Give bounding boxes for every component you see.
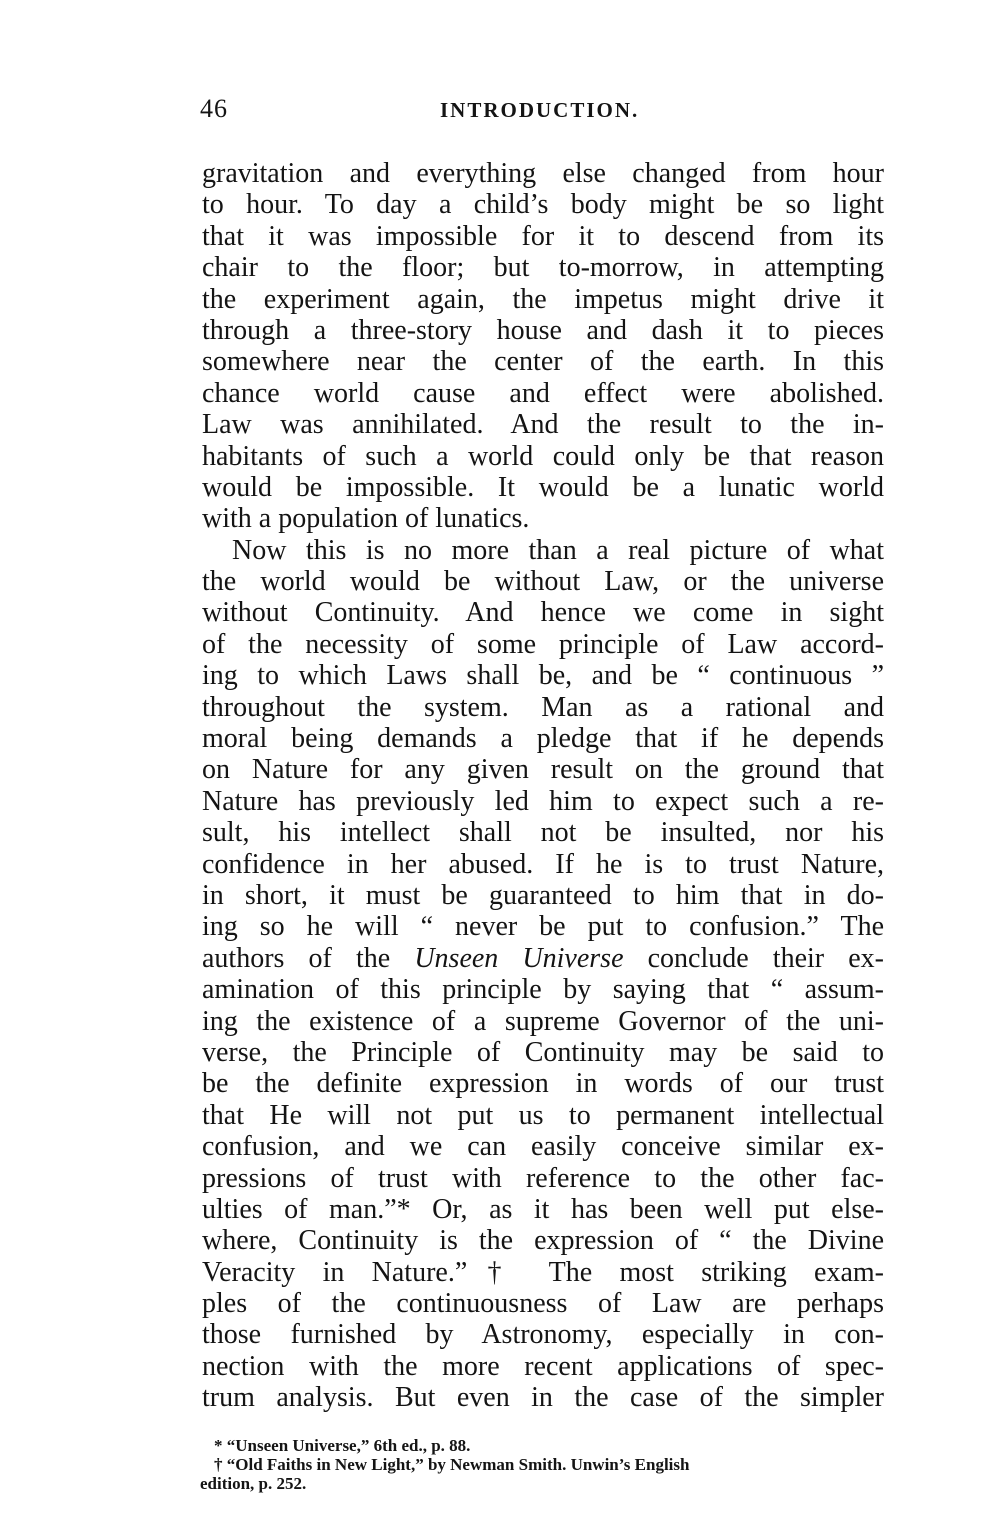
text-line: sult, his intellect shall not be insulted, nor his	[202, 817, 884, 849]
text-line: verse, the Principle of Continuity may be said to	[202, 1036, 884, 1068]
text-line: would be impossible. It would be a lunatic world	[202, 471, 884, 503]
text-line: the experiment again, the impetus might drive it	[202, 283, 884, 315]
text-line: moral being demands a pledge that if he depends	[202, 723, 884, 755]
text-line: ulties of man.”* Or, as it has been well put else-	[202, 1193, 884, 1225]
text-line-with-italic-title	[202, 943, 884, 974]
text-line: those furnished by Astronomy, especially in con-	[202, 1319, 884, 1351]
page-header	[200, 94, 890, 134]
footnotes	[200, 1436, 890, 1493]
text-line: without Continuity. And hence we come in sight	[202, 597, 884, 629]
text-line: confidence in her abused. If he is to trust Nature,	[202, 848, 884, 880]
text-line: ing so he will “ never be put to confusion.” The	[202, 911, 884, 943]
text-line: ples of the continuousness of Law are perhaps	[202, 1288, 884, 1320]
text-line: nection with the more recent applications of spec-	[202, 1350, 884, 1382]
page-number: 46	[200, 94, 228, 123]
text-line: Veracity in Nature.”† The most striking exam-	[202, 1256, 884, 1288]
text-fragment: conclude their ex-	[623, 942, 884, 974]
text-line: Law was annihilated. And the result to the in-	[202, 409, 884, 441]
text-line: be the definite expression in words of our trust	[202, 1068, 884, 1100]
text-line: that it was impossible for it to descend from its	[202, 220, 884, 252]
running-head: INTRODUCTION.	[440, 98, 640, 122]
text-line: pressions of trust with reference to the other fac-	[202, 1162, 884, 1194]
text-line: through a three-story house and dash it to pieces	[202, 314, 884, 346]
text-fragment: authors of the	[202, 942, 415, 974]
text-line: where, Continuity is the expression of “ the Divine	[202, 1225, 884, 1257]
text-line: in short, it must be guaranteed to him that in do-	[202, 879, 884, 911]
text-line: Now this is no more than a real picture of what	[232, 534, 884, 566]
text-line: trum analysis. But even in the case of the simpler	[202, 1382, 884, 1414]
text-line: amination of this principle by saying that “ assum-	[202, 974, 884, 1006]
text-line: gravitation and everything else changed from hour	[202, 158, 884, 189]
text-line: ing to which Laws shall be, and be “ continuous ”	[202, 660, 884, 692]
paragraph-2	[202, 535, 884, 1414]
text-line: throughout the system. Man as a rational and	[202, 691, 884, 723]
text-line: that He will not put us to permanent intellectual	[202, 1099, 884, 1131]
text-line: with a population of lunatics.	[202, 503, 530, 535]
text-line: Nature has previously led him to expect such a re-	[202, 785, 884, 817]
footnote-2-continued: edition, p. 252.	[200, 1474, 307, 1493]
text-line: chair to the floor; but to-morrow, in attempting	[202, 252, 884, 284]
text-line: to hour. To day a child’s body might be so light	[202, 189, 884, 221]
footnote-2: † “Old Faiths in New Light,” by Newman Smith. Unwin’s English	[214, 1455, 690, 1474]
text-line: on Nature for any given result on the ground that	[202, 754, 884, 786]
body-text	[202, 158, 884, 1414]
book-title-italic: Unseen Universe	[414, 942, 624, 974]
text-line: the world would be without Law, or the universe	[202, 566, 884, 598]
footnote-1: * “Unseen Universe,” 6th ed., p. 88.	[214, 1436, 471, 1455]
text-line: habitants of such a world could only be that reason	[202, 440, 884, 472]
text-line: chance world cause and effect were abolished.	[202, 377, 884, 409]
text-line: ing the existence of a supreme Governor of the uni-	[202, 1005, 884, 1037]
text-line: somewhere near the center of the earth. In this	[202, 346, 884, 378]
paragraph-1	[202, 158, 884, 535]
text-line: of the necessity of some principle of Law accord-	[202, 628, 884, 660]
text-line: confusion, and we can easily conceive similar ex-	[202, 1131, 884, 1163]
